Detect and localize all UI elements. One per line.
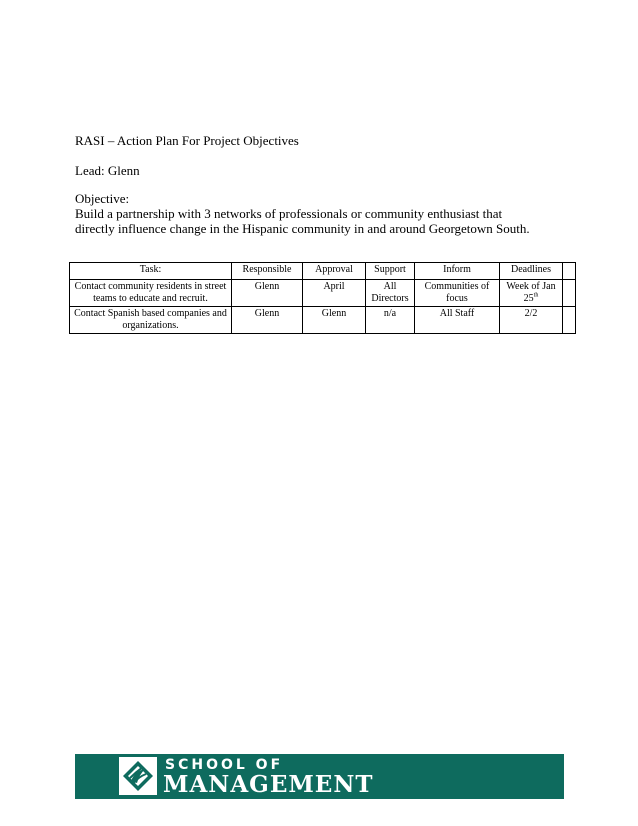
header-cell: Task: [70,263,232,280]
inform-cell: All Staff [415,307,500,334]
extra-cell [563,307,576,334]
inform-cell: Communities of focus [415,280,500,307]
deadline-text: 2/2 [524,308,538,319]
objective-label: Objective: [75,191,130,206]
task-cell: Contact community residents in street teams to educate and recruit. [70,280,232,307]
header-cell: Approval [303,263,366,280]
action-plan-table [69,262,576,334]
header-cell: Support [366,263,415,280]
boys-girls-club-logo-icon [119,757,157,795]
support-cell: All Directors [366,280,415,307]
table-row [70,280,576,307]
banner-text-top: SCHOOL OF [165,757,284,773]
deadline-text: Week of Jan 25 [506,281,556,304]
deadline-suffix: th [533,292,539,299]
header-cell [563,263,576,280]
school-of-management-banner [75,754,564,799]
approval-cell: Glenn [303,307,366,334]
responsible-cell: Glenn [232,280,303,307]
lead-line: Lead: Glenn [75,163,140,178]
support-cell: n/a [366,307,415,334]
table-row [70,307,576,334]
deadline-cell [500,307,563,334]
page-title: RASI – Action Plan For Project Objectives [75,133,299,148]
header-cell: Responsible [232,263,303,280]
approval-cell: April [303,280,366,307]
objective-text: Build a partnership with 3 networks of professionals or community enthusiast that directly influence change in the Hispanic community in and around Georgetown South. [75,206,530,236]
task-cell: Contact Spanish based companies and organizations. [70,307,232,334]
responsible-cell: Glenn [232,307,303,334]
table-header-row [70,263,576,280]
banner-text-main: MANAGEMENT [163,771,374,798]
header-cell: Deadlines [500,263,563,280]
deadline-cell [500,280,563,307]
extra-cell [563,280,576,307]
header-cell: Inform [415,263,500,280]
